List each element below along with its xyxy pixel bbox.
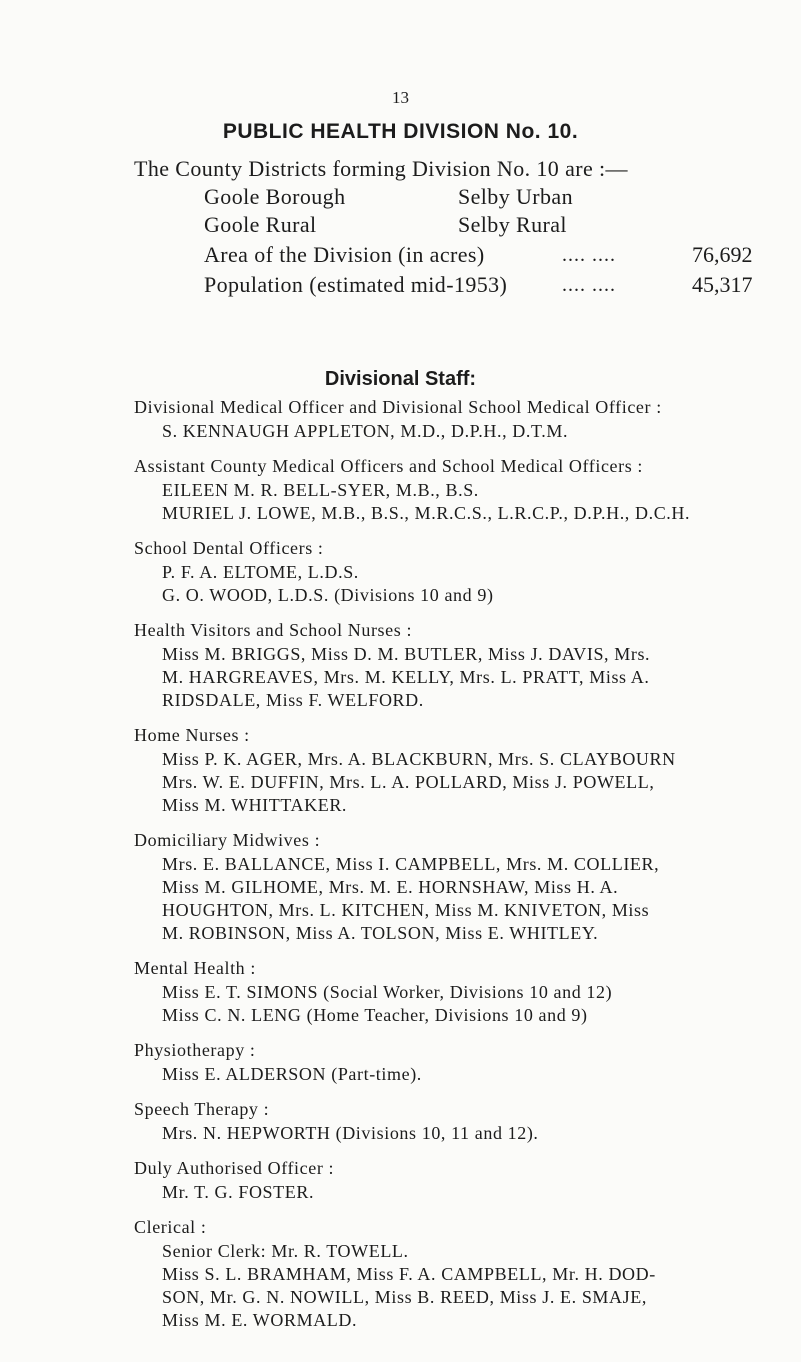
staff-line: Miss M. GILHOME, Mrs. M. E. HORNSHAW, Miss H. A.	[162, 877, 619, 897]
staff-heading: Divisional Staff:	[324, 368, 477, 390]
area-leader: .... ....	[562, 244, 616, 266]
district-selby-urban: Selby Urban	[458, 184, 573, 209]
staff-line: MURIEL J. LOWE, M.B., B.S., M.R.C.S., L.R.C.P., D.P.H., D.C.H.	[162, 503, 691, 523]
section-label-authorised-officer: Duly Authorised Officer :	[134, 1158, 335, 1178]
staff-line: G. O. WOOD, L.D.S. (Divisions 10 and 9)	[162, 585, 494, 605]
section-label-midwives: Domiciliary Midwives :	[134, 830, 321, 850]
section-label-physiotherapy: Physiotherapy :	[134, 1040, 256, 1060]
section-label-speech-therapy: Speech Therapy :	[134, 1099, 270, 1119]
section-label-clerical: Clerical :	[134, 1217, 207, 1237]
section-label-mental-health: Mental Health :	[134, 958, 256, 978]
district-goole-rural: Goole Rural	[204, 212, 317, 237]
staff-line: Miss E. ALDERSON (Part-time).	[162, 1064, 422, 1084]
area-value: 76,692	[692, 242, 753, 267]
staff-line: Miss P. K. AGER, Mrs. A. BLACKBURN, Mrs. S. CLAYBOURN	[162, 749, 676, 769]
intro-line: The County Districts forming Division No. 10 are :—	[134, 156, 628, 181]
population-label: Population (estimated mid-1953)	[204, 272, 508, 297]
page-number: 13	[392, 88, 409, 107]
staff-line: RIDSDALE, Miss F. WELFORD.	[162, 690, 424, 710]
staff-line: Miss M. E. WORMALD.	[162, 1310, 358, 1330]
staff-line: Mrs. E. BALLANCE, Miss I. CAMPBELL, Mrs. M. COLLIER,	[162, 854, 660, 874]
staff-line: Senior Clerk: Mr. R. TOWELL.	[162, 1241, 409, 1261]
staff-line: HOUGHTON, Mrs. L. KITCHEN, Miss M. KNIVETON, Miss	[162, 900, 650, 920]
staff-line: EILEEN M. R. BELL-SYER, M.B., B.S.	[162, 480, 479, 500]
population-value: 45,317	[692, 272, 753, 297]
staff-line: Mr. T. G. FOSTER.	[162, 1182, 315, 1202]
population-leader: .... ....	[562, 274, 616, 296]
staff-line: Mrs. N. HEPWORTH (Divisions 10, 11 and 12).	[162, 1123, 539, 1143]
staff-line: Miss M. WHITTAKER.	[162, 795, 348, 815]
staff-line: S. KENNAUGH APPLETON, M.D., D.P.H., D.T.M.	[162, 421, 569, 441]
staff-line: P. F. A. ELTOME, L.D.S.	[162, 562, 359, 582]
staff-line: M. HARGREAVES, Mrs. M. KELLY, Mrs. L. PRATT, Miss A.	[162, 667, 650, 687]
staff-line: SON, Mr. G. N. NOWILL, Miss B. REED, Miss J. E. SMAJE,	[162, 1287, 647, 1307]
section-label-dmo: Divisional Medical Officer and Divisional School Medical Officer :	[134, 397, 662, 417]
staff-line: Miss E. T. SIMONS (Social Worker, Divisions 10 and 12)	[162, 982, 613, 1002]
staff-line: Miss S. L. BRAMHAM, Miss F. A. CAMPBELL, Mr. H. DOD-	[162, 1264, 656, 1284]
district-selby-rural: Selby Rural	[458, 212, 567, 237]
section-label-dental: School Dental Officers :	[134, 538, 324, 558]
district-goole-borough: Goole Borough	[204, 184, 346, 209]
page-title: PUBLIC HEALTH DIVISION No. 10.	[222, 120, 579, 143]
staff-line: M. ROBINSON, Miss A. TOLSON, Miss E. WHITLEY.	[162, 923, 599, 943]
staff-line: Mrs. W. E. DUFFIN, Mrs. L. A. POLLARD, Miss J. POWELL,	[162, 772, 655, 792]
section-label-acmo: Assistant County Medical Officers and School Medical Officers :	[134, 456, 644, 476]
section-label-health-visitors: Health Visitors and School Nurses :	[134, 620, 413, 640]
staff-line: Miss M. BRIGGS, Miss D. M. BUTLER, Miss J. DAVIS, Mrs.	[162, 644, 651, 664]
staff-line: Miss C. N. LENG (Home Teacher, Divisions 10 and 9)	[162, 1005, 588, 1025]
area-label: Area of the Division (in acres)	[204, 242, 485, 267]
section-label-home-nurses: Home Nurses :	[134, 725, 250, 745]
